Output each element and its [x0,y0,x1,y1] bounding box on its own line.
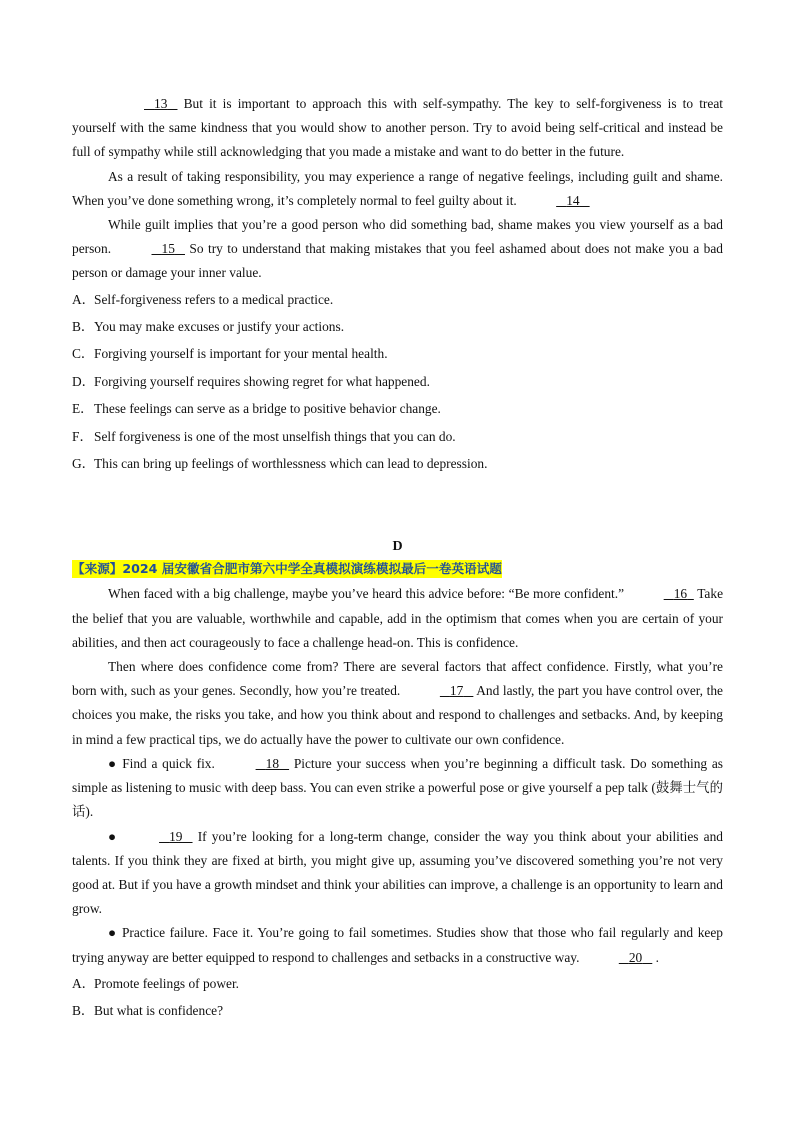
passage-d-paragraph-3: ● Find a quick fix. 18 Picture your success when you’re beginning a difficult task. Do something as simple as listening to music with deep bass. You can even strike a powerful pose or give yourself a pep talk (鼓舞士气的话). [72,752,723,825]
answer-blank-20: 20 [628,949,643,965]
options-list-d [72,970,723,1025]
option-d: D．Forgiving yourself requires showing regret for what happened. [72,373,430,389]
answer-blank-16: 16 [673,586,688,602]
option-a: A．Self-forgiveness refers to a medical practice. [72,291,334,307]
passage-d-paragraph-5: ● Practice failure. Face it. You’re going to fail sometimes. Studies show that those who fail regularly and keep trying anyway are better equipped to respond to challenges and setbacks in a constructive way. 20 . [72,921,723,969]
answer-blank-13: 13 [154,96,168,111]
document-page [72,92,723,1025]
answer-blank-18: 18 [265,755,280,771]
passage-d-paragraph-4: ● 19 If you’re looking for a long-term change, consider the way you think about your abilities and talents. If you think they are fixed at birth, you might give up, assuming you’ve discovered something you’re not very good at. But if you have a growth mindset and think your abilities can improve, a challenge is an opportunity to learn and grow. [72,825,723,922]
answer-blank-14: 14 [566,192,580,208]
passage-d-paragraph-1: When faced with a big challenge, maybe you’ve heard this advice before: “Be more confident.” 16 Take the belief that you are valuable, worthwhile and capable, add in the optimism that comes when you are certain of your abilities, and then act courageously to face a challenge head-on. This is confidence. [72,582,723,655]
section-heading-d: D [392,539,403,555]
options-list-c [72,286,723,478]
option-b: B．You may make excuses or justify your actions. [72,319,345,335]
option-e: E．These feelings can serve as a bridge to positive behavior change. [72,401,441,417]
answer-blank-19: 19 [169,828,183,844]
option-g: G．This can bring up feelings of worthlessness which can lead to depression. [72,456,488,472]
answer-blank-15: 15 [161,241,175,257]
passage-c-paragraph-1: 13 But it is important to approach this with self-sympathy. The key to self-forgiveness is to treat yourself with the same kindness that you would show to another person. Try to avoid being self-critical and instead be full of sympathy while still acknowledging that you made a mistake and want to do better in the future. [72,92,723,165]
passage-c-paragraph-2: As a result of taking responsibility, you may experience a range of negative feelings, including guilt and shame. When you’ve done something wrong, it’s completely normal to feel guilty about it. 14 [72,165,723,213]
option-a-d: A．Promote feelings of power. [72,975,240,991]
option-c: C．Forgiving yourself is important for your mental health. [72,346,388,362]
option-f: F．Self forgiveness is one of the most unselfish things that you can do. [72,428,456,444]
option-b-d: B．But what is confidence? [72,1003,224,1019]
passage-c-paragraph-3: While guilt implies that you’re a good person who did something bad, shame makes you view yourself as a bad person. 15 So try to understand that making mistakes that you feel ashamed about does not make you a bad person or damage your inner value. [72,217,723,281]
passage-d-paragraph-2: Then where does confidence come from? There are several factors that affect confidence. Firstly, what you’re born with, such as your genes. Secondly, how you’re treated. 17 And lastly, the part you have control over, the choices you make, the risks you take, and how you think about and respond to challenges and setbacks. And, by keeping in mind a few practical tips, we do actually have the power to cultivate our own confidence. [72,659,723,747]
source-label: 【来源】2024 届安徽省合肥市第六中学全真模拟演练模拟最后一卷英语试题 [72,561,502,577]
answer-blank-17: 17 [449,683,464,699]
